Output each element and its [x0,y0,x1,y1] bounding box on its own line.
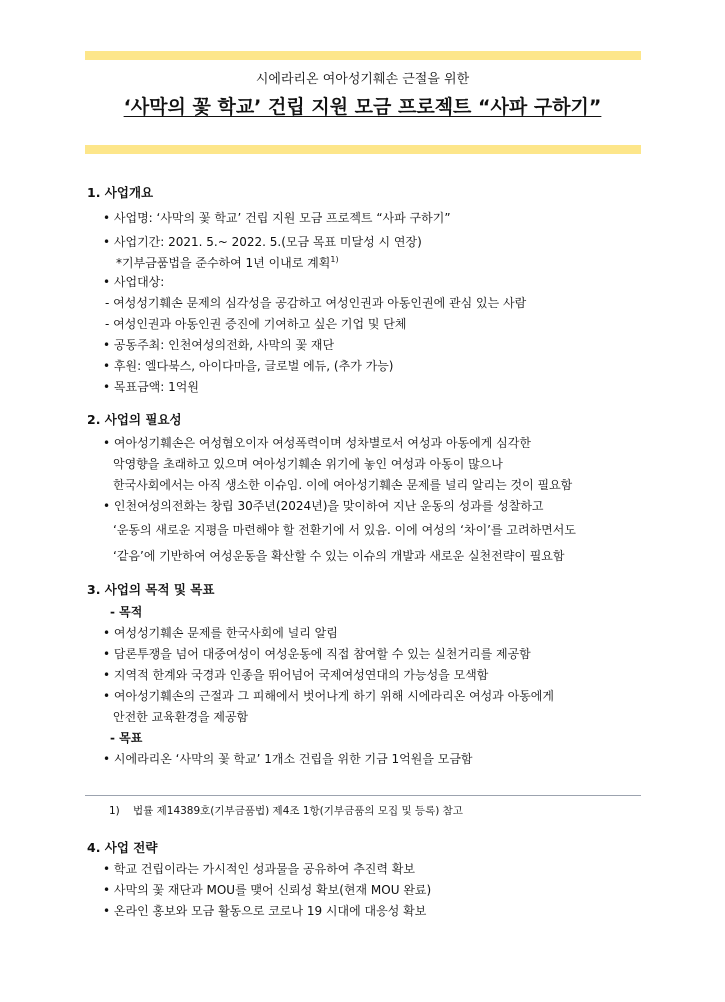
goal-amount-line: • 목표금액: 1억원 [103,380,199,394]
necessity-line-3: 한국사회에서는 아직 생소한 이슈임. 이에 여아성기훼손 문제를 널리 알리는 것이 필요함 [113,478,573,492]
goal-item-1: • 시에라리온 ‘사막의 꽃 학교’ 1개소 건립을 위한 기금 1억원을 모금함 [103,752,473,766]
strategy-item-1: • 학교 건립이라는 가시적인 성과물을 공유하여 추진력 확보 [103,862,415,876]
document-subtitle: 시에라리온 여아성기훼손 근절을 위한 [255,72,470,87]
project-period-note-text: *기부금품법을 준수하여 1년 이내로 계획 [116,256,331,270]
section1-heading: 1. 사업개요 [87,185,154,200]
project-period-note [116,256,339,269]
purpose-item-4: • 여아성기훼손의 근절과 그 피해에서 벗어나게 하기 위해 시에라리온 여성과 아동에게 [103,689,554,703]
goal-label: - 목표 [110,731,143,745]
target-item-2: - 여성인권과 아동인권 증진에 기여하고 싶은 기업 및 단체 [105,317,407,331]
section2-heading: 2. 사업의 필요성 [87,412,182,427]
section3-heading: 3. 사업의 목적 및 목표 [87,582,215,597]
purpose-item-1: • 여성성기훼손 문제를 한국사회에 널리 알림 [103,626,338,640]
purpose-label: - 목적 [110,605,143,619]
purpose-item-3: • 지역적 한계와 국경과 인종을 뛰어넘어 국제여성연대의 가능성을 모색함 [103,668,489,682]
purpose-item-2: • 담론투쟁을 넘어 대중여성이 여성운동에 직접 참여할 수 있는 실천거리를 제공함 [103,647,531,661]
project-period-line: • 사업기간: 2021. 5.~ 2022. 5.(모금 목표 미달성 시 연장) [103,235,422,249]
section4-heading: 4. 사업 전략 [87,840,158,855]
necessity-line-5: ‘운동의 새로운 지평을 마련해야 할 전환기에 서 있음. 이에 여성의 ‘차이’를 고려하면서도 [113,523,576,537]
target-label-line: • 사업대상: [103,275,165,289]
header-top-band [85,51,641,60]
footnote-number: 1) [109,805,120,817]
footnote-reference: 1) [330,255,339,264]
footnote-text: 법률 제14389호(기부금품법) 제4조 1항(기부금품의 모집 및 등록) 참고 [133,805,463,817]
strategy-item-2: • 사막의 꽃 재단과 MOU를 맺어 신뢰성 확보(현재 MOU 완료) [103,883,432,897]
sponsor-line: • 후원: 엘다북스, 아이다마을, 글로벌 에듀, (추가 가능) [103,359,394,373]
purpose-item-4-cont: 안전한 교육환경을 제공함 [113,710,249,724]
project-name-line: • 사업명: ‘사막의 꽃 학교’ 건립 지원 모금 프로젝트 “사파 구하기” [103,211,451,225]
necessity-line-2: 악영향을 초래하고 있으며 여아성기훼손 위기에 놓인 여성과 아동이 많으나 [113,457,503,471]
strategy-item-3: • 온라인 홍보와 모금 활동으로 코로나 19 시대에 대응성 확보 [103,904,427,918]
footnote-separator [85,795,641,796]
necessity-line-1: • 여아성기훼손은 여성혐오이자 여성폭력이며 성차별로서 여성과 아동에게 심각한 [103,436,531,450]
target-item-1: - 여성성기훼손 문제의 심각성을 공감하고 여성인권과 아동인권에 관심 있는 사람 [105,296,527,310]
header-bottom-band [85,145,641,154]
cohost-line: • 공동주최: 인천여성의전화, 사막의 꽃 재단 [103,338,335,352]
necessity-line-6: ‘같음’에 기반하여 여성운동을 확산할 수 있는 이슈의 개발과 새로운 실천전략이 필요함 [113,549,565,563]
document-title: ‘사막의 꽃 학교’ 건립 지원 모금 프로젝트 “사파 구하기” [123,96,602,118]
necessity-line-4: • 인천여성의전화는 창립 30주년(2024년)을 맞이하여 지난 운동의 성과를 성찰하고 [103,499,544,513]
